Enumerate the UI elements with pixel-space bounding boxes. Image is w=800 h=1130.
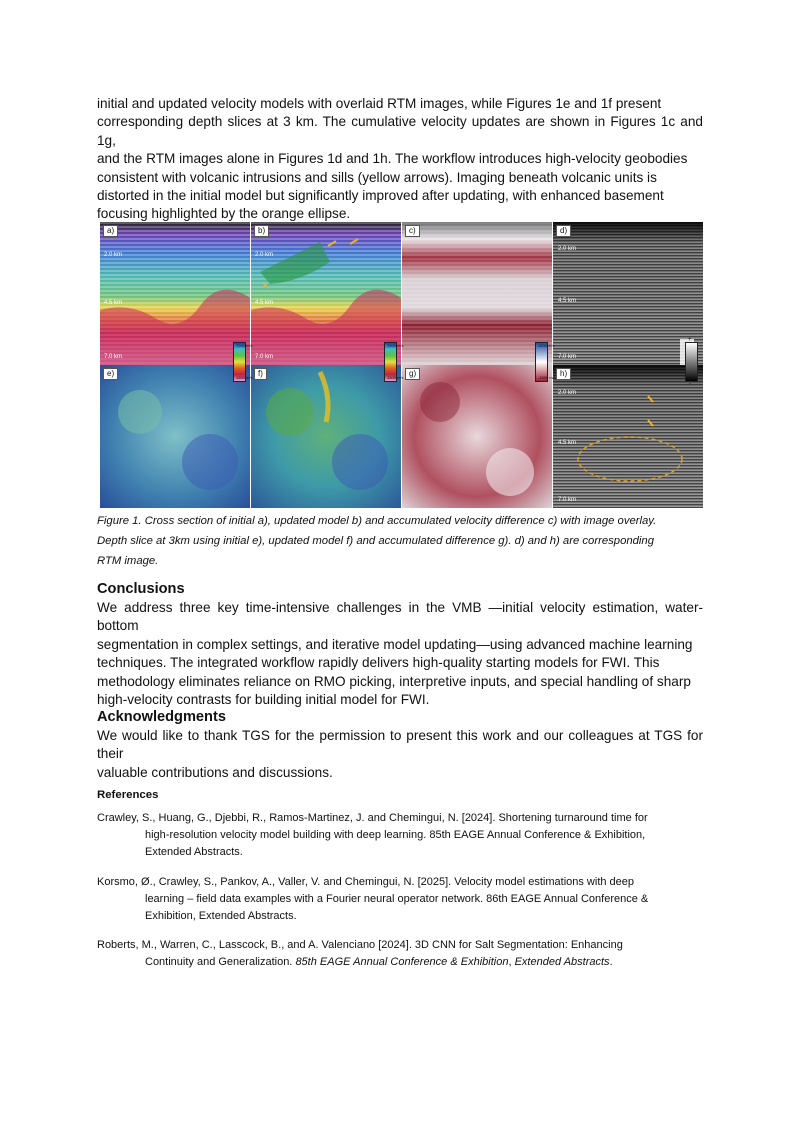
panel-c <box>402 222 555 365</box>
panel-label-e: e) <box>103 368 118 380</box>
depth-label: 2.0 km <box>255 252 274 258</box>
reference-item <box>97 937 697 971</box>
reference-line: Exhibition, Extended Abstracts. <box>145 910 297 922</box>
acknowledgments-heading: Acknowledgments <box>97 709 226 725</box>
depth-label: 7.0 km <box>558 354 577 360</box>
reference-text: , <box>508 956 515 968</box>
acknowledgments-paragraph <box>97 727 703 782</box>
intro-line: and the RTM images alone in Figures 1d and 1h. The workflow introduces high-velocity geobodies <box>97 151 688 167</box>
reference-line: Crawley, S., Huang, G., Djebbi, R., Ramos-Martinez, J. and Chemingui, N. [2024]. Shortening turnaround time for <box>97 812 648 824</box>
reference-line: learning – field data examples with a Fourier neural operator network. 86th EAGE Annual Conference & <box>145 893 649 905</box>
depth-label: 4.5 km <box>255 300 274 306</box>
reference-text: . <box>609 956 613 968</box>
reference-line: high-resolution velocity model building with deep learning. 85th EAGE Annual Conference & Exhibition, <box>145 829 646 841</box>
depth-label: 2.0 km <box>104 252 123 258</box>
depth-label: 2.0 km <box>558 246 577 252</box>
caption-line: Figure 1. Cross section of initial a), updated model b) and accumulated velocity difference c) with image overlay. <box>97 515 657 527</box>
intro-line: initial and updated velocity models with overlaid RTM images, while Figures 1e and 1f present <box>97 96 662 111</box>
panel-b <box>251 222 404 365</box>
reference-item <box>97 810 697 861</box>
conclusions-line: high-velocity contrasts for building initial model for FWI. <box>97 692 430 708</box>
colorbar-bottom-label: -1500 m/s <box>538 375 556 380</box>
depth-label: 4.5 km <box>558 298 577 304</box>
acknowledgments-line: We would like to thank TGS for the permission to present this work and our colleagues at TGS for their <box>97 728 703 762</box>
figure-caption <box>97 511 703 572</box>
reference-venue: Extended Abstracts <box>514 956 610 968</box>
colorbar-top-label: 7200 m/s <box>236 343 253 348</box>
conclusions-heading: Conclusions <box>97 581 185 597</box>
colorbar-bottom-label: 1500 m/s <box>236 375 253 380</box>
intro-line: consistent with volcanic intrusions and sills (yellow arrows). Imaging beneath volcanic units is <box>97 169 657 185</box>
panel-g <box>402 365 552 508</box>
colorbar-top-label: 1500 m/s <box>538 343 555 348</box>
reference-text: Continuity and Generalization. <box>145 956 296 968</box>
reference-line: Korsmo, Ø., Crawley, S., Pankov, A., Valler, V. and Chemingui, N. [2025]. Velocity model estimations with deep <box>97 876 635 888</box>
conclusions-line: We address three key time-intensive challenges in the VMB —initial velocity estimation, water-bottom <box>97 600 703 634</box>
figure-graphic <box>100 222 703 508</box>
intro-paragraph <box>97 95 703 224</box>
intro-line: focusing highlighted by the orange ellipse. <box>97 206 351 222</box>
depth-label: 4.5 km <box>104 300 123 306</box>
panel-f <box>251 365 404 508</box>
conclusions-line: segmentation in complex settings, and iterative model updating—using advanced machine learning <box>97 636 693 652</box>
panel-e <box>100 365 253 508</box>
panel-a <box>100 222 253 365</box>
colorbar-bottom-label: - <box>689 381 691 387</box>
panel-label-g: g) <box>405 368 420 380</box>
colorbar-bottom-label: 1500 m/s <box>387 375 404 380</box>
reference-venue: 85th EAGE Annual Conference & Exhibition <box>295 956 509 968</box>
panel-label-h: h) <box>556 368 571 380</box>
panel-label-f: f) <box>254 368 267 380</box>
panel-label-a: a) <box>103 225 118 237</box>
panel-label-b: b) <box>254 225 269 237</box>
caption-line: Depth slice at 3km using initial e), updated model f) and accumulated difference g). d) and h) are corresponding <box>97 535 654 548</box>
colorbar-top-label: + <box>688 337 692 343</box>
conclusions-paragraph <box>97 599 703 709</box>
conclusions-line: methodology eliminates reliance on RMO picking, interpretive inputs, and special handling of sharp <box>97 673 691 689</box>
depth-label: 7.0 km <box>255 354 274 360</box>
amplitude-colorbar <box>685 342 698 382</box>
reference-line: Roberts, M., Warren, C., Lasscock, B., and A. Valenciano [2024]. 3D CNN for Salt Segmentation: Enhancing <box>97 939 623 951</box>
intro-line: corresponding depth slices at 3 km. The cumulative velocity updates are shown in Figures 1c and 1g, <box>97 114 703 148</box>
panel-label-d: d) <box>556 225 571 237</box>
reference-line <box>97 954 697 971</box>
colorbar-top-label: 7200 m/s <box>387 343 404 348</box>
reference-item <box>97 874 697 925</box>
figure-1 <box>100 222 703 508</box>
panel-h <box>553 365 703 508</box>
acknowledgments-line: valuable contributions and discussions. <box>97 764 333 780</box>
conclusions-line: techniques. The integrated workflow rapidly delivers high-quality starting models for FWI. This <box>97 655 660 671</box>
intro-line: distorted in the initial model but significantly improved after updating, with enhanced basement <box>97 188 664 204</box>
depth-label: 7.0 km <box>558 497 577 503</box>
depth-label: 4.5 km <box>558 440 577 446</box>
references-heading: References <box>97 789 159 801</box>
depth-label: 2.0 km <box>558 390 577 396</box>
depth-label: 7.0 km <box>104 354 123 360</box>
caption-line: RTM image. <box>97 555 159 568</box>
panel-label-c: c) <box>405 225 420 237</box>
reference-line: Extended Abstracts. <box>145 846 243 858</box>
